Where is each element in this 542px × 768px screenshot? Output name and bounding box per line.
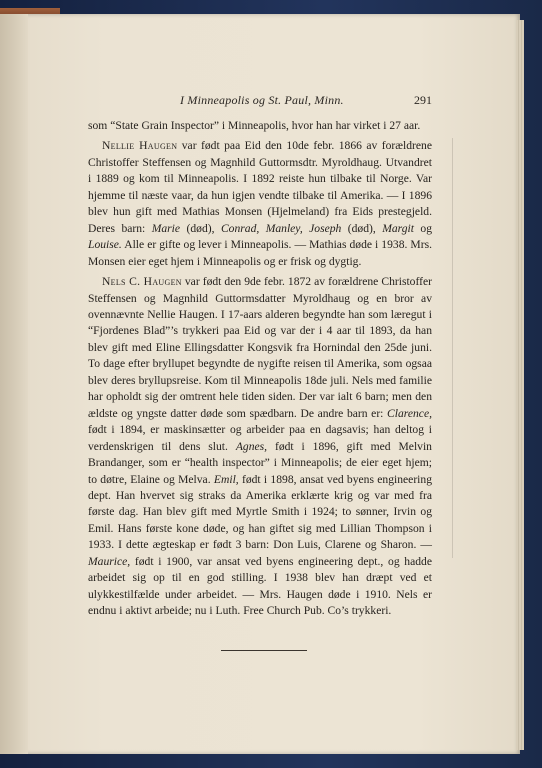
paragraph-text: var født den 9de febr. 1872 av forældrene Christoffer Steffensen og Magnhild Guttormsdatter Myroldhaug og en bror av ovennævnte Nellie Haugen. I 17-aars alderen begyndte han som læregut i “Fjordenes Blad”’s trykkeri paa Eid og var der i 4 aar til 1893, da han blev gift med Eline Ellingsdatter Kongsvik fra Hornindal den 25de juni. To dage efter bryllupet begyndte de nygifte reisen til Amerika, som ogsaa blev deres bryllupsreise. Kom til Minneapolis 18de juli. Nels med familie har opholdt sig der omtrent hele tiden siden. Der var ialt 6 barn; men den ældste og yngste datter døde som spædbarn. De andre barn er: <box>88 275 432 420</box>
page-body <box>88 118 432 620</box>
child-name: Maurice, <box>88 554 131 568</box>
person-name: Nellie Haugen <box>102 139 178 153</box>
page-gutter <box>0 14 28 754</box>
paragraph-text: og <box>414 221 433 235</box>
child-name: Louise. <box>88 238 122 252</box>
running-header <box>86 93 432 109</box>
child-name: Marie <box>151 221 181 235</box>
paragraph-text: født i 1898, ansat ved byens engineering dept. Han hvervet sig straks da Amerika erklærte krig og var med fra første dag. Han blev gift med Myrtle Smith i 1924; to sønner, Irvin og Emil. Hans første kone døde, og han giftet sig med Lillian Thompson i 1933. I dette ægteskap er født 3 barn: Don Luis, Clarene og Sharon. — <box>88 472 432 552</box>
paragraph-text: født i 1896, gift med Melvin Brandanger, som er “health inspector” i Minneapolis; de eier eget hjem; to døtre, Elaine og Melva. <box>88 439 432 486</box>
running-title: I Minneapolis og St. Paul, Minn. <box>180 93 344 107</box>
page-edges <box>516 20 524 750</box>
paragraph-nellie-haugen <box>88 138 432 270</box>
paragraph-continuation: som “State Grain Inspector” i Minneapolis, hvor han har virket i 27 aar. <box>88 119 421 132</box>
paragraph-text: født i 1900, var ansat ved byens engineering dept., og hadde arbeidet sig op til en god stilling. I 1938 blev han dræpt ved et ulykkestilfælde under arbeidet. — Mrs. Haugen døde i 1910. Nels er endnu i aktivt arbeide; nu i Luth. Free Church Pub. Co’s trykkeri. <box>88 554 432 618</box>
paragraph-text: var født paa Eid den 10de febr. 1866 av forældrene Christoffer Steffensen og Magnhild Guttormsdtr. Myroldhaug. Utvandret i 1889 og kom til Minneapolis. I 1892 reiste hun tilbake til Norge. Var hjemme til næste vaar, da hun igjen vendte tilbake til Amerika. — I 1896 blev hun gift med Mathias Monsen (Hjelmeland) fra Eids prestegjeld. Deres barn: <box>88 139 432 235</box>
person-name: Nels C. Haugen <box>102 275 182 289</box>
child-name: Conrad, Manley, Joseph <box>220 221 342 235</box>
page-number: 291 <box>414 93 432 107</box>
child-name: Agnes, <box>235 439 268 453</box>
child-name: Margit <box>382 221 414 235</box>
paragraph-text: Alle er gifte og lever i Minneapolis. — Mathias døde i 1938. Mrs. Monsen eier eget hjem i Minneapolis og er frisk og dygtig. <box>88 238 432 268</box>
paragraph-text: (død), <box>180 221 221 235</box>
paragraph-text: født i 1894, er maskinsætter og arbeider paa en dagsavis; han deltog i verdenskrigen til dens slut. <box>88 423 432 453</box>
paragraph-text: (død), <box>341 221 383 235</box>
pencil-mark <box>452 138 463 558</box>
paragraph-nels-haugen <box>88 274 432 620</box>
section-end-rule <box>221 650 307 651</box>
child-name: Emil, <box>213 472 239 486</box>
child-name: Clarence, <box>387 406 432 420</box>
